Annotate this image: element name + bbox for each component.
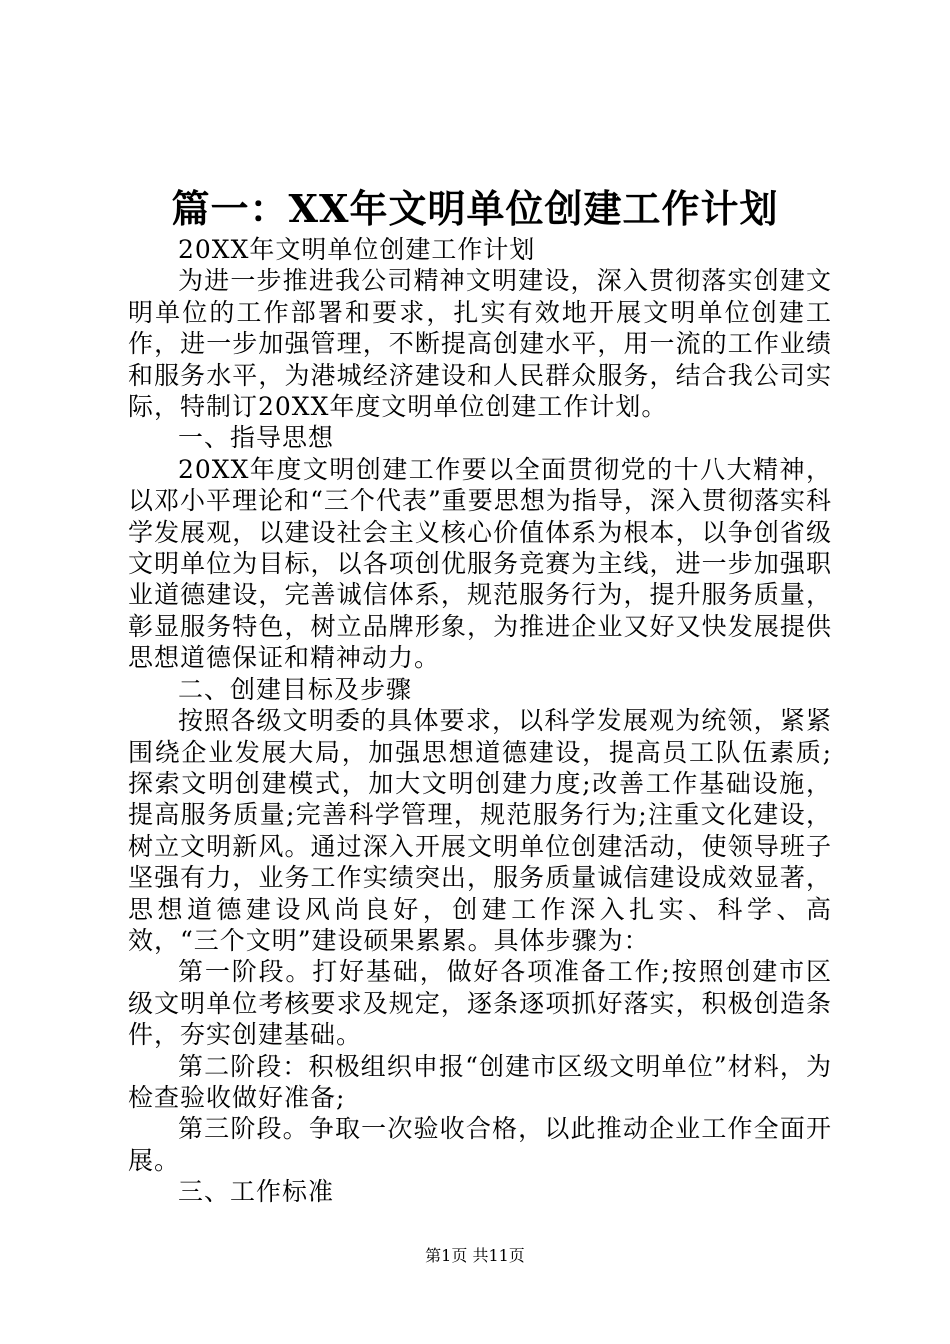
intro-paragraph: 为进一步推进我公司精神文明建设，深入贯彻落实创建文明单位的工作部署和要求，扎实有效地开展文明单位创建工作，进一步加强管理，不断提高创建水平，用一流的工作业绩和服务水平，为港城经济建设和人民群众服务，结合我公司实际，特制订20XX年度文明单位创建工作计划。 [128,266,832,422]
section-heading-guiding-ideology: 一、指导思想 [178,423,335,453]
stage-two-paragraph: 第二阶段：积极组织申报“创建市区级文明单位”材料，为检查验收做好准备; [128,1051,832,1112]
page-footer: 第1页 共11页 [425,1246,525,1265]
section-heading-work-standards: 三、工作标准 [178,1177,335,1207]
stage-one-paragraph: 第一阶段。打好基础，做好各项准备工作;按照创建市区级文明单位考核要求及规定，逐条逐项抓好落实，积极创造条件，夯实创建基础。 [128,957,832,1050]
document-body [128,234,832,1208]
stage-three-paragraph: 第三阶段。争取一次验收合格，以此推动企业工作全面开展。 [128,1114,832,1175]
document-title: 篇一：XX年文明单位创建工作计划 [171,186,779,231]
goals-paragraph: 按照各级文明委的具体要求，以科学发展观为统领，紧紧围绕企业发展大局，加强思想道德建设，提高员工队伍素质;探索文明创建模式，加大文明创建力度;改善工作基础设施，提高服务质量;完善科学管理，规范服务行为;注重文化建设，树立文明新风。通过深入开展文明单位创建活动，使领导班子坚强有力，业务工作实绩突出，服务质量诚信建设成效显著，思想道德建设风尚良好，创建工作深入扎实、科学、高效，“三个文明”建设硕果累累。具体步骤为： [128,706,832,955]
guiding-ideology-paragraph: 20XX年度文明创建工作要以全面贯彻党的十八大精神，以邓小平理论和“三个代表”重要思想为指导，深入贯彻落实科学发展观，以建设社会主义核心价值体系为根本，以争创省级文明单位为目标，以各项创优服务竞赛为主线，进一步加强职业道德建设，完善诚信体系，规范服务行为，提升服务质量，彰显服务特色，树立品牌形象，为推进企业又好又快发展提供思想道德保证和精神动力。 [128,454,832,673]
subtitle-paragraph: 20XX年文明单位创建工作计划 [178,235,536,264]
section-heading-goals-steps: 二、创建目标及步骤 [178,674,413,704]
